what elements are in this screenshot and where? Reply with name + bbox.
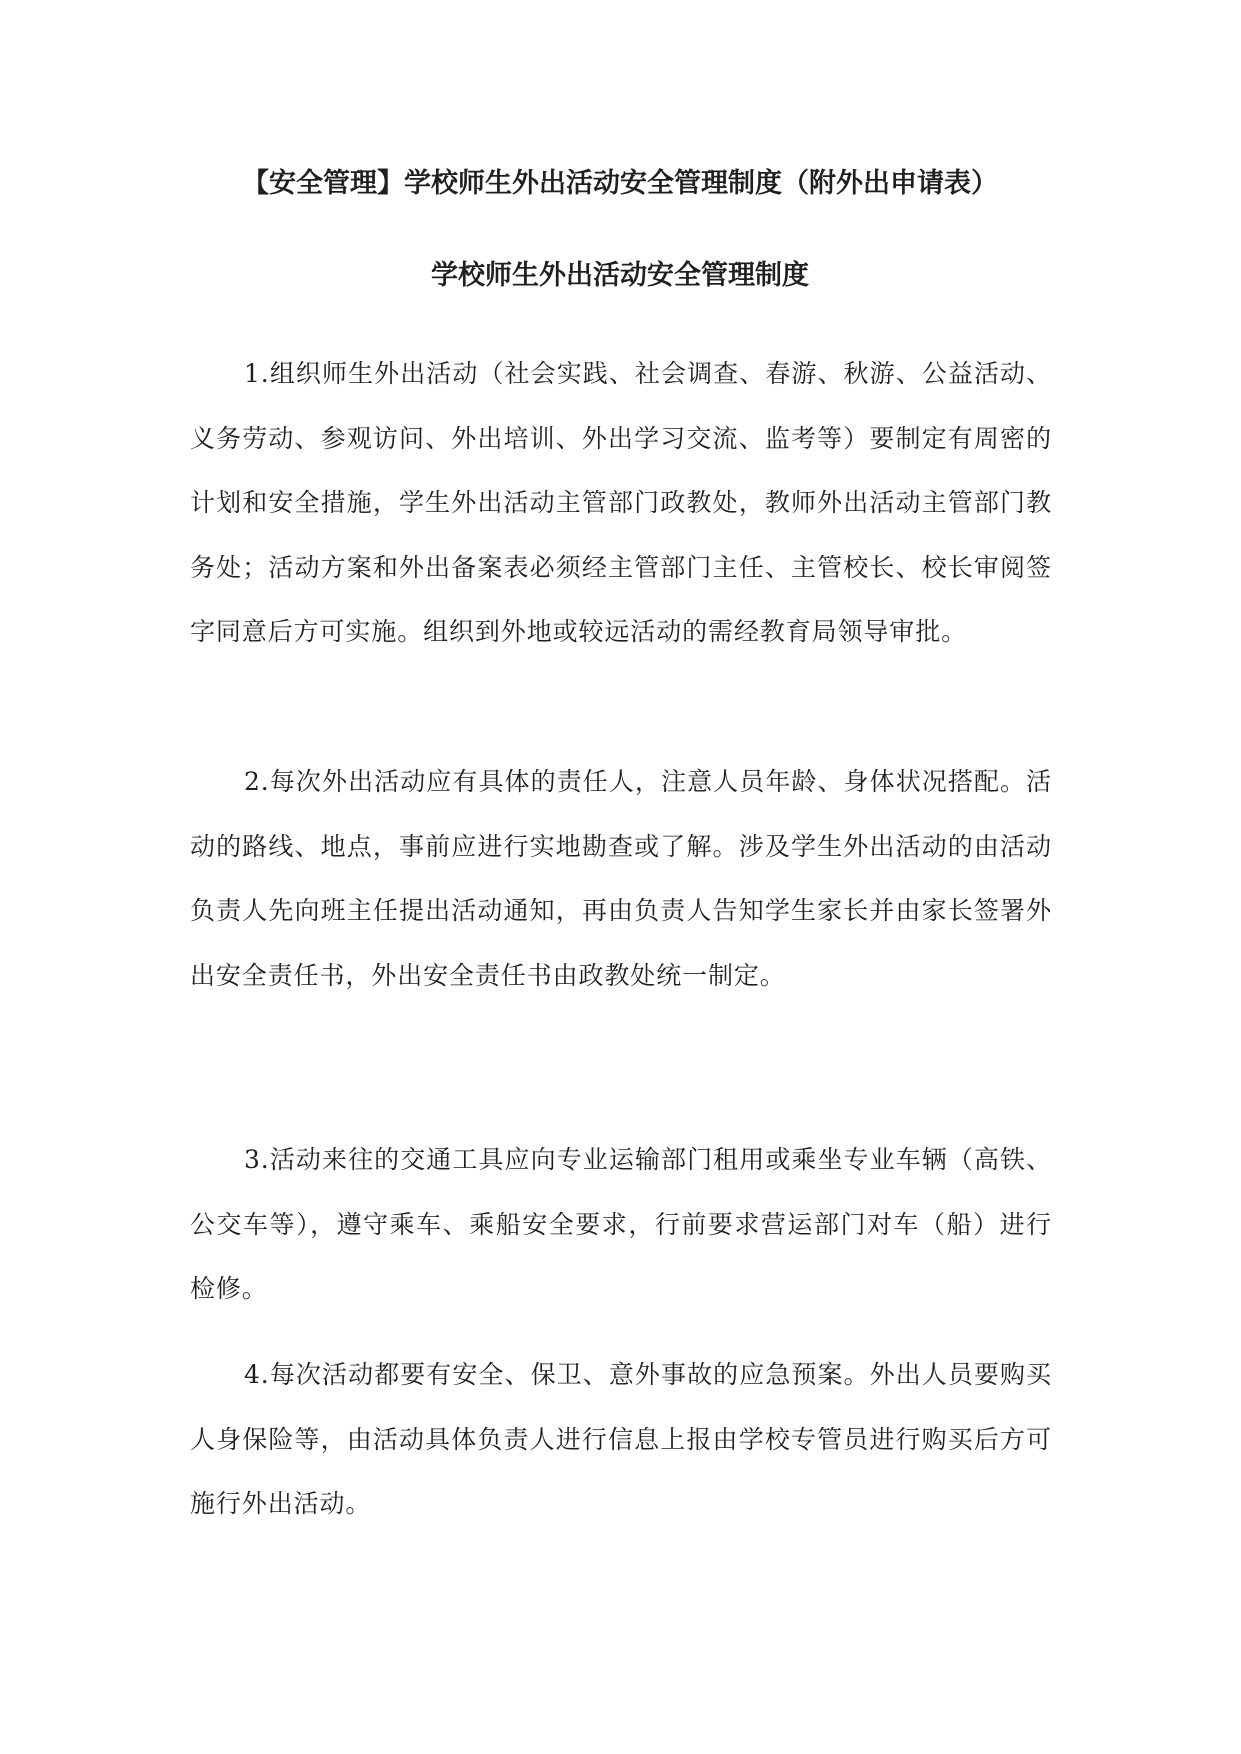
paragraph-3: 3.活动来往的交通工具应向专业运输部门租用或乘坐专业车辆（高铁、公交车等），遵守乘车、乘船安全要求，行前要求营运部门对车（船）进行检修。 bbox=[190, 1145, 1052, 1303]
paragraph-4: 4.每次活动都要有安全、保卫、意外事故的应急预案。外出人员要购买人身保险等，由活动具体负责人进行信息上报由学校专管员进行购买后方可施行外出活动。 bbox=[190, 1360, 1052, 1518]
paragraph-2: 2.每次外出活动应有具体的责任人，注意人员年龄、身体状况搭配。活动的路线、地点，事前应进行实地勘查或了解。涉及学生外出活动的由活动负责人先向班主任提出活动通知，再由负责人告知学生家长并由家长签署外出安全责任书，外出安全责任书由政教处统一制定。 bbox=[190, 767, 1052, 990]
document-title: 【安全管理】学校师生外出活动安全管理制度（附外出申请表） bbox=[242, 168, 998, 199]
paragraph-1: 1.组织师生外出活动（社会实践、社会调查、春游、秋游、公益活动、义务劳动、参观访问、外出培训、外出学习交流、监考等）要制定有周密的计划和安全措施，学生外出活动主管部门政教处，教师外出活动主管部门教务处；活动方案和外出备案表必须经主管部门主任、主管校长、校长审阅签字同意后方可实施。组织到外地或较远活动的需经教育局领导审批。 bbox=[190, 359, 1052, 646]
document-subtitle: 学校师生外出活动安全管理制度 bbox=[431, 260, 809, 291]
